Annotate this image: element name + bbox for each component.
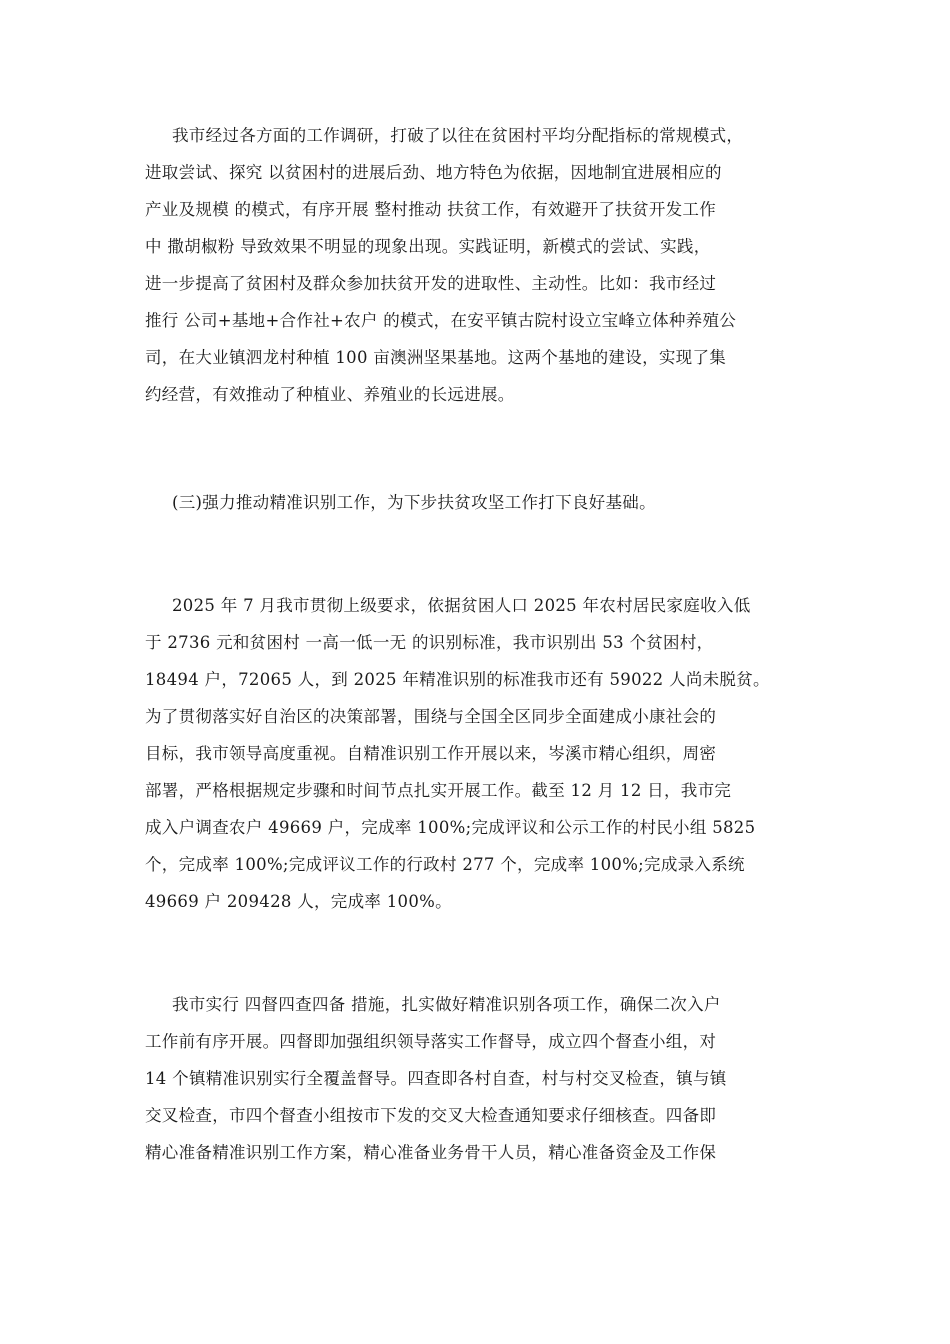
paragraph-1-line-7: 司，在大业镇泗龙村种植 100 亩澳洲坚果基地。这两个基地的建设，实现了集 [145, 348, 727, 367]
paragraph-3-line-1: 我市实行 四督四查四备 措施，扎实做好精准识别各项工作，确保二次入户 [172, 995, 721, 1014]
paragraph-2-line-5: 目标，我市领导高度重视。自精准识别工作开展以来，岑溪市精心组织，周密 [145, 744, 717, 763]
paragraph-2-line-4: 为了贯彻落实好自治区的决策部署，围绕与全国全区同步全面建成小康社会的 [145, 707, 717, 726]
paragraph-2-line-3: 18494 户，72065 人，到 2025 年精准识别的标准我市还有 59022 人尚未脱贫。 [145, 670, 770, 689]
paragraph-1-line-2: 进取尝试、探究 以贫困村的进展后劲、地方特色为依据，因地制宜进展相应的 [145, 163, 722, 182]
paragraph-2-line-9: 49669 户 209428 人，完成率 100%。 [145, 892, 452, 911]
paragraph-1-line-3: 产业及规模 的模式，有序开展 整村推动 扶贫工作，有效避开了扶贫开发工作 [145, 200, 717, 219]
paragraph-2-line-6: 部署，严格根据规定步骤和时间节点扎实开展工作。截至 12 月 12 日，我市完 [145, 781, 732, 800]
paragraph-3-line-2: 工作前有序开展。四督即加强组织领导落实工作督导，成立四个督查小组，对 [145, 1032, 717, 1051]
paragraph-2-line-1: 2025 年 7 月我市贯彻上级要求，依据贫困人口 2025 年农村居民家庭收入低 [172, 596, 751, 615]
paragraph-2-line-8: 个，完成率 100%;完成评议工作的行政村 277 个，完成率 100%;完成录入系统 [145, 855, 745, 874]
paragraph-1-line-8: 约经营，有效推动了种植业、养殖业的长远进展。 [145, 385, 515, 404]
paragraph-3-line-5: 精心准备精准识别工作方案，精心准备业务骨干人员，精心准备资金及工作保 [145, 1143, 717, 1162]
paragraph-2-line-7: 成入户调查农户 49669 户，完成率 100%;完成评议和公示工作的村民小组 5825 [145, 818, 756, 837]
paragraph-1-line-6: 推行 公司+基地+合作社+农户 的模式，在安平镇古院村设立宝峰立体种养殖公 [145, 311, 737, 330]
paragraph-3-line-4: 交叉检查，市四个督查小组按市下发的交叉大检查通知要求仔细核查。四备即 [145, 1106, 717, 1125]
paragraph-1-line-5: 进一步提高了贫困村及群众参加扶贫开发的进取性、主动性。比如：我市经过 [145, 274, 717, 293]
paragraph-2-line-2: 于 2736 元和贫困村 一高一低一无 的识别标准，我市识别出 53 个贫困村， [145, 633, 714, 652]
paragraph-1-line-1: 我市经过各方面的工作调研，打破了以往在贫困村平均分配指标的常规模式， [172, 126, 744, 145]
paragraph-1-line-4: 中 撒胡椒粉 导致效果不明显的现象出现。实践证明，新模式的尝试、实践， [145, 237, 711, 256]
paragraph-3-line-3: 14 个镇精准识别实行全覆盖督导。四查即各村自查，村与村交叉检查，镇与镇 [145, 1069, 727, 1088]
section-heading-3: (三)强力推动精准识别工作，为下步扶贫攻坚工作打下良好基础。 [172, 493, 656, 512]
